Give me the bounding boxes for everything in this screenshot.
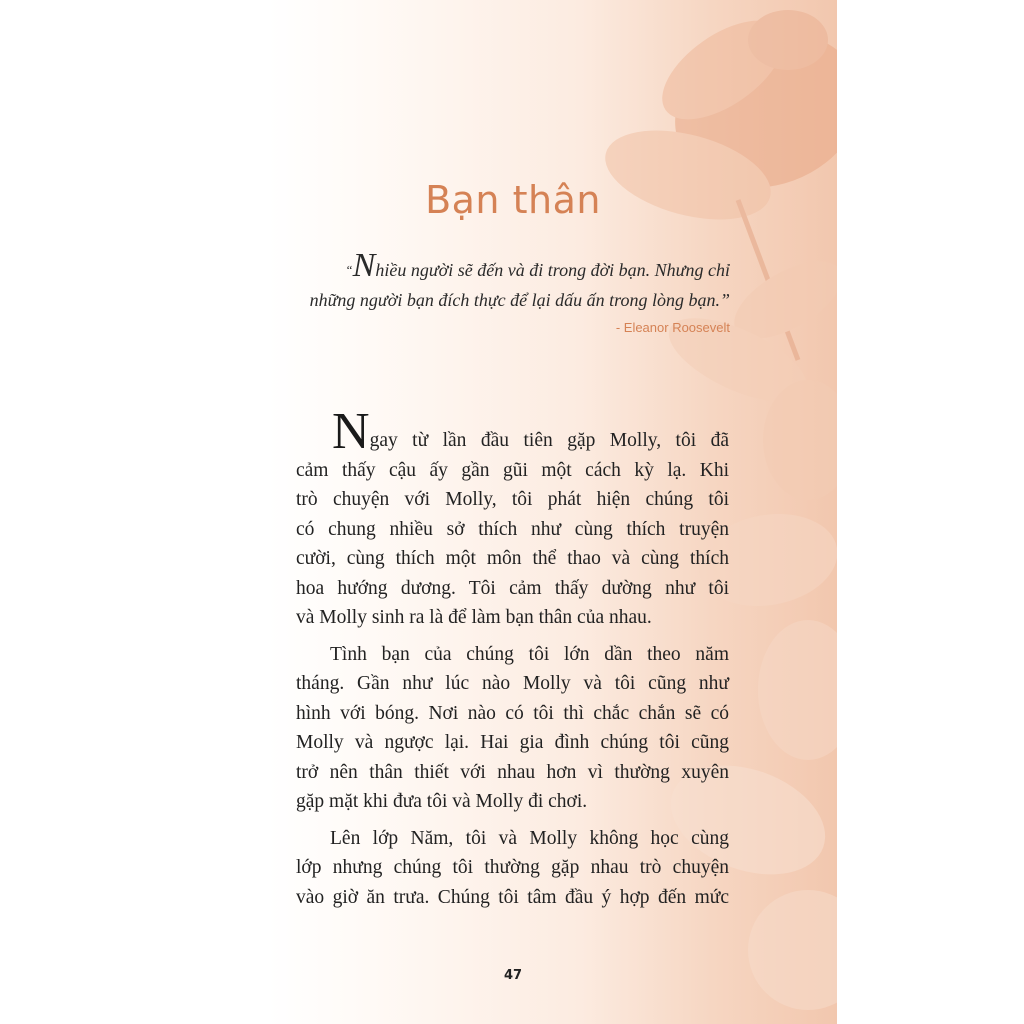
paragraph-2-line-6: gặp mặt khi đưa tôi và Molly đi chơi. <box>296 791 588 812</box>
paragraph-2-line-1: Tình bạn của chúng tôi lớn dần theo năm <box>330 643 729 665</box>
drop-cap: N <box>332 403 370 460</box>
epigraph-line-2: những người bạn đích thực để lại dấu ấn trong lòng bạn.” <box>309 290 730 310</box>
paragraph-1-line-1: Ngay từ lần đầu tiên gặp Molly, tôi đã <box>332 403 729 460</box>
paragraph-1-line-2: cảm thấy cậu ấy gần gũi một cách kỳ lạ. Khi <box>296 459 729 481</box>
epigraph-line-1: hiều người sẽ đến và đi trong đời bạn. Nhưng chỉ <box>375 260 730 280</box>
paragraph-1-line-5: cười, cùng thích một môn thể thao và cùng thích <box>296 548 729 569</box>
page-number: 47 <box>503 968 523 983</box>
body-text <box>296 403 729 912</box>
book-page <box>268 0 837 1024</box>
paragraph-1-line-4: có chung nhiều sở thích như cùng thích truyện <box>296 518 729 540</box>
paragraph-2 <box>296 640 729 817</box>
paragraph-3-line-3: vào giờ ăn trưa. Chúng tôi tâm đầu ý hợp đến mức <box>296 886 729 908</box>
paragraph-1 <box>296 403 729 633</box>
paragraph-2-line-3: hình với bóng. Nơi nào có tôi thì chắc chắn sẽ có <box>296 702 729 724</box>
paragraph-1-line-6: hoa hướng dương. Tôi cảm thấy dường như tôi <box>296 577 729 599</box>
epigraph-open-quote: “ <box>345 262 353 277</box>
paragraph-1-line-3: trò chuyện với Molly, tôi phát hiện chúng tôi <box>296 489 729 510</box>
epigraph-initial: N <box>352 247 376 284</box>
chapter-title: Bạn thân <box>425 178 601 222</box>
paragraph-1-line-7: và Molly sinh ra là để làm bạn thân của nhau. <box>296 607 652 628</box>
paragraph-3 <box>296 824 729 913</box>
epigraph-quote <box>308 247 730 315</box>
paragraph-3-line-2: lớp nhưng chúng tôi thường gặp nhau trò chuyện <box>296 857 729 878</box>
paragraph-2-line-5: trở nên thân thiết với nhau hơn vì thường xuyên <box>296 761 729 783</box>
paragraph-3-line-1: Lên lớp Năm, tôi và Molly không học cùng <box>330 827 729 849</box>
epigraph-attribution: - Eleanor Roosevelt <box>615 320 730 335</box>
paragraph-2-line-4: Molly và ngược lại. Hai gia đình chúng tôi cũng <box>296 732 729 753</box>
paragraph-2-line-2: tháng. Gần như lúc nào Molly và tôi cũng như <box>296 673 729 694</box>
